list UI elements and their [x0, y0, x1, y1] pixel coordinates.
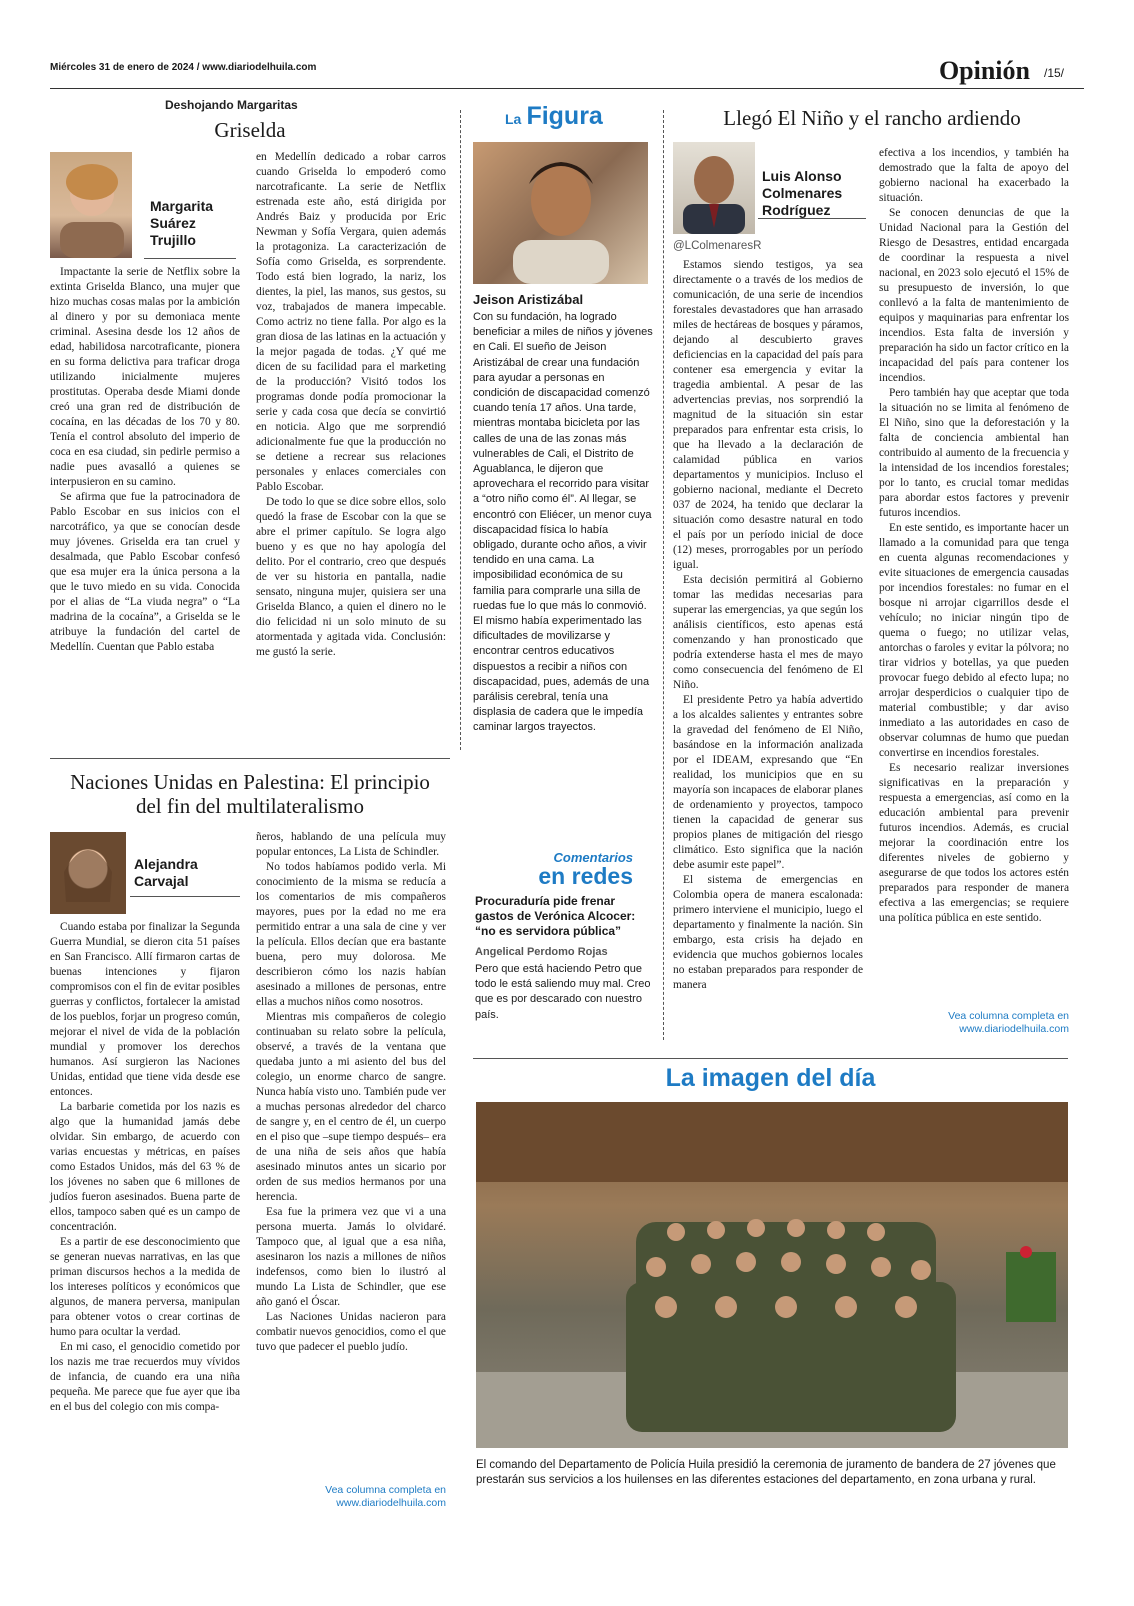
section-divider	[473, 1058, 1068, 1059]
column-divider	[663, 110, 664, 1040]
redes-headline: Procuraduría pide frenar gastos de Verónica Alcocer: “no es servidora pública”	[475, 894, 636, 938]
header-date-url: Miércoles 31 de enero de 2024 / www.diariodelhuila.com	[50, 62, 317, 73]
full-column-link[interactable]: Vea columna completa en www.diariodelhuila.com	[325, 1484, 446, 1509]
imagen-title: La imagen del día	[665, 1064, 876, 1092]
paragraph: Esta decisión permitirá al Gobierno tomar las medidas necesarias para superar las emergencias, ya que según los análisis científicos, esto apenas está comenzando y han pronosticado que podría extenderse hasta el mes de mayo como consecuencia del fenómeno de El Niño.	[673, 574, 863, 691]
paragraph: ñeros, hablando de una película muy popular entonces, La Lista de Schindler.	[256, 831, 446, 858]
paragraph: Impactante la serie de Netflix sobre la extinta Griselda Blanco, una mujer que hizo muchas cosas malas por la ambición al dinero y por su demoniaca mente criminal. Asesina desde los 12 años de edad, habilidosa narcotraficante, pionera en su forma delictiva para traficar droga utilizando inicialmente mujeres prostitutas. Operaba desde Miami donde creó una gran red de distribución de cocaína, en las décadas de los 70 y 80. Tenía el control absoluto del imperio de coca en esa ciudad, sin pedirle permiso a nadie pues avasalló a quienes se interpusieron en su camino.	[50, 266, 240, 488]
paragraph: El presidente Petro ya había advertido a los alcaldes salientes y entrantes sobre la gravedad del fenómeno de El Niño, basándose en la información analizada por el IDEAM, expresando que “En realidad, los municipios que en su mayoría son incapaces de elaborar planes de ordenamiento y proyectos, tampoco tienen la capacidad de generar sus propios planes de mitigación del riesgo climático. Esto significa que la nación debe asumir este papel”.	[673, 694, 863, 871]
author-name: Margarita Suárez Trujillo	[150, 198, 214, 248]
paragraph: La barbarie cometida por los nazis es algo que la humanidad jamás debe olvidar. Sin embargo, de acuerdo con varias encuestas y métricas, en países como Estados Unidos, más del 63 % de los jóvenes no saben que 6 millones de judíos fueron asesinados. Buena parte de ellos, tampoco saben qué es un campo de concentración.	[50, 1101, 240, 1233]
redes-label	[493, 850, 633, 887]
paragraph: El sistema de emergencias en Colombia opera de manera escalonada: primero interviene el municipio, luego el departamento y finalmente la nación. Sin embargo, esta crisis ha dejado en evidencia que muchos gobiernos locales no estaban preparados para responder de manera	[673, 874, 863, 991]
paragraph: Mientras mis compañeros de colegio continuaban su relato sobre la película, observé, a través de la ventana que quedaba junto a mi asiento del bus del colegio, un enorme charco de sangre. Nunca había visto uno. También pude ver a muchas personas alrededor del charco de sangre y, en el centro de él, un cuerpo en el piso que –supe tiempo después– era de una niña de seis años que había asesinado minutos antes un sicario por orden de sus medios hermanos por una herencia.	[256, 1011, 446, 1203]
author-portrait-icon	[673, 142, 755, 234]
author-name: Alejandra Carvajal	[134, 856, 198, 889]
article-body-col1	[50, 920, 240, 1415]
figura-text: Con su fundación, ha logrado beneficiar a miles de niños y jóvenes en Cali. El sueño de Jeison Aristizábal de crear una fundación para ayudar a personas en condición de discapacidad comenzó cuando tenía 17 años. Una tarde, mientras montaba bicicleta por las calles de una de las zonas más vulnerables de Cali, el Distrito de Aguablanca, le dijeron que aprovechara el recorrido para visitar a “otro niño como él”. Al llegar, se encontró con Eliécer, un menor cuya discapacidad física lo había obligado, durante ocho años, a vivir tendido en una cama. La imposibilidad económica de su familia para comprarle una silla de ruedas fue lo que más lo conmovió. El mismo había experimentado las dificultades de movilizarse y encontrar centros educativos dispuestos a recibir a niños con discapacidad, pues, además de una parálisis cerebral, tenía una displasia de cadera que le impedía caminar largos trayectos.	[473, 311, 653, 734]
article-title: Naciones Unidas en Palestina: El principio del fin del multilateralismo	[70, 770, 430, 818]
author-photo	[50, 152, 132, 258]
imagen-caption: El comando del Departamento de Policía Huila presidió la ceremonia de juramento de bandera de 27 jóvenes que prestarán sus servicios a los huilenses en las diferentes estaciones del departamento, en zona urbana y rural.	[476, 1459, 1056, 1487]
figura-photo	[473, 142, 648, 284]
paragraph: Pero también hay que aceptar que toda la situación no se limita al fenómeno de El Niño, sino que la deforestación y la falta de conciencia ambiental han contribuido al aumento de la frecuencia y la intensidad de los incendios forestales; por lo tanto, es crucial tomar medidas para abordar estos factores y prevenir futuros incendios.	[879, 387, 1069, 519]
paragraph: Se conocen denuncias de que la Unidad Nacional para la Gestión del Riesgo de Desastres, entidad encargada de coordinar la respuesta a nivel nacional, en 2023 solo ejecutó el 15% de su presupuesto de inversión, lo que conllevó a la falta de mantenimiento de equipos y maquinarias para enfrentar los incendios. Esta falta de inversión y preparación ha sido un factor crítico en la incapacidad del país para contener los incendios.	[879, 207, 1069, 384]
page-number: /15/	[1043, 66, 1064, 80]
figura-label	[505, 102, 603, 131]
author-photo	[50, 832, 126, 914]
section-title: Opinión	[938, 56, 1030, 85]
column-kicker: Deshojando Margaritas	[165, 98, 298, 112]
article-body-col2	[256, 150, 446, 660]
author-rule	[144, 258, 236, 259]
paragraph: Es necesario realizar inversiones significativas en la preparación y respuesta a emergencias, así como en la educación ambiental para prevenir futuros incendios. Además, es crucial mejorar la coordinación entre los diferentes niveles de gobierno y asegurarse de que todos los actores estén preparados para responder de manera efectiva a las emergencias; se requiere una política pública en este sentido.	[879, 762, 1069, 924]
label-small: La	[505, 111, 522, 127]
article-body-col2	[879, 146, 1069, 926]
article-body-col2	[256, 830, 446, 1355]
paragraph: Es a partir de ese desconocimiento que se generan nuevas narrativas, en las que priman discursos hechos a la medida de los intereses políticos y económicos que algunos, de manera perversa, manipulan para obtener votos o crear cortinas de humo para ocultar la verdad.	[50, 1236, 240, 1338]
label-small: Comentarios	[553, 850, 633, 865]
person-portrait-icon	[473, 142, 648, 284]
author-photo	[673, 142, 755, 234]
author-rule	[130, 896, 240, 897]
author-rule	[758, 218, 866, 219]
paragraph: De todo lo que se dice sobre ellos, solo quedó la frase de Escobar con la que se abre el primer capítulo. Se logra algo bueno y es que no hay apología del delito. Por el contrario, creo que después de ver su historia en pantalla, nadie sensato, ninguna mujer, quisiera ser una Griselda Blanco, a quien el dinero no le dio felicidad ni un solo minuto de su atormentada y agitada vida. Conclusión: me gustó la serie.	[256, 496, 446, 658]
figura-name: Jeison Aristizábal	[473, 292, 584, 307]
paragraph: Las Naciones Unidas nacieron para combatir nuevos genocidios, como el que tuvo que padecer el pueblo judío.	[256, 1311, 446, 1353]
article-title: Griselda	[214, 118, 286, 142]
section-divider	[50, 758, 450, 759]
column-divider	[460, 110, 461, 750]
paragraph: No todos habíamos podido verla. Mi conocimiento de la misma se reducía a los comentarios de mis compañeros mayores, pues por la edad no me era permitido entrar a una sala de cine y ver la película. Ellos decían que era bastante buena, pero muy dolorosa. Me describieron cómo los nazis habían asesinado a millones de personas, entre ellas a muchos niños como nosotros.	[256, 861, 446, 1008]
article-body-col1	[673, 258, 863, 993]
paragraph: Se afirma que fue la patrocinadora de Pablo Escobar en sus inicios con el narcotráfico, ya que se conocían desde muy jóvenes. Griselda era tan cruel y desalmada, que Pablo Escobar confesó que esa mujer era la única persona a la que le tuvo miedo en su vida. Conocida por el alias de “La viuda negra” o “La madrina de la cocaína”, a Griselda se le atribuye la fundación del cartel de Medellín. Cuentan que Pablo estaba	[50, 491, 240, 653]
article-title: Llegó El Niño y el rancho ardiendo	[723, 106, 1021, 130]
paragraph: efectiva a los incendios, y también ha demostrado que la falta de apoyo del gobierno nacional ha exacerbado la situación.	[879, 147, 1069, 204]
paragraph: Estamos siendo testigos, ya sea directamente o a través de los medios de comunicación, de una serie de incendios forestales devastadores que han arrasado miles de hectáreas de bosques y páramos, dejando al descubierto graves deficiencias en la capacidad del país para contener esa emergencia y evitar la tragedia ambiental. A pesar de las advertencias previas, nos sorprendió la magnitud de la situación sin estar preparados para enfrentar esta crisis, lo que ha llevado a la declaración de calamidad pública en varios departamentos y municipios. Incluso el gobierno nacional, mediante el Decreto 037 de 2024, ha tenido que declarar la situación como desastre natural en todo el país por un período inicial de doce (12) meses, prorrogables por un período igual.	[673, 259, 863, 571]
paragraph: En mi caso, el genocidio cometido por los nazis me trae recuerdos muy vívidos de infancia, de cuando era una niña pequeña. Me parece que fue ayer que iba en el bus del colegio con mis compa-	[50, 1341, 240, 1413]
article-body-col1	[50, 265, 240, 655]
redes-author: Angelical Perdomo Rojas	[475, 946, 608, 958]
ceremony-photo	[476, 1102, 1068, 1448]
paragraph: en Medellín dedicado a robar carros cuando Griselda lo empoderó como narcotraficante. La serie de Netflix estrenada este año, está dirigida por Andrés Baiz y producida por Eric Newman y Sofía Vergara, quien además la protagoniza. La caracterización de Sofía como Griselda, es sorprendente. Todo está bien logrado, la nariz, los dientes, la piel, las manos, sus gestos, su voz, trabajados de manera impecable. Como actriz no tiene falla. Por algo es la gran diosa de las latinas en la actuación y la mejor pagada de todas. ¿Y qué me dicen de su facilidad para el marketing de la producción? Visitó todos los programas donde podía promocionar la serie y cada cosa que decía se convirtió en noticia. Algo que me sorprendió adicionalmente fue que la producción no se detiene a recrear sus relaciones personales y enlaces comerciales con Pablo Escobar.	[256, 151, 446, 493]
header-rule	[50, 88, 1084, 89]
paragraph: En este sentido, es importante hacer un llamado a la comunidad para que tenga en cuenta algunas recomendaciones y evite situaciones de emergencia causadas por incendios forestales: no fumar en el bosque ni arrojar cigarrillos desde el vehículo; no iniciar ningún tipo de quema o fuego; no utilizar velas, antorchas o faroles y evitar la pólvora; no tirar vidrios y botellas, ya que pueden provocar fuego debido al efecto lupa; no arrojar desperdicios o cualquier tipo de material combustible; y dar aviso inmediato a las autoridades en caso de observar columnas de humo que puedan convertirse en incendios forestales.	[879, 522, 1069, 759]
group-photo-icon	[476, 1102, 1068, 1448]
author-portrait-icon	[50, 152, 132, 258]
label-big: en redes	[538, 863, 633, 889]
redes-comment: Pero que está haciendo Petro que todo le está saliendo muy mal. Creo que es por descarado con nuestro país.	[475, 963, 651, 1021]
author-portrait-icon	[50, 832, 126, 914]
label-big: Figura	[526, 102, 603, 130]
paragraph: Cuando estaba por finalizar la Segunda Guerra Mundial, se dieron cita 51 países en San Francisco. Allí firmaron cartas de buenas intenciones y fijaron compromisos con el fin de evitar posibles guerras y conflictos, fortalecer la amistad de los pueblos, forjar un progreso común, mejorar el nivel de vida de la población mundial y promover los derechos humanos. Así surgieron las Naciones Unidas, entidad que tiene vida desde ese entonces.	[50, 921, 240, 1098]
author-name: Luis Alonso Colmenares Rodríguez	[762, 168, 843, 218]
full-column-link[interactable]: Vea columna completa en www.diariodelhuila.com	[948, 1010, 1069, 1035]
paragraph: Esa fue la primera vez que vi a una persona muerta. Jamás lo olvidaré. Tampoco que, al igual que a esa niña, asesinaron los nazis a millones de niños indefensos, como bien lo ilustró al mundo La Lista de Schindler, que ese año ganó el Óscar.	[256, 1206, 446, 1308]
author-handle: @LColmenaresR	[673, 240, 762, 252]
